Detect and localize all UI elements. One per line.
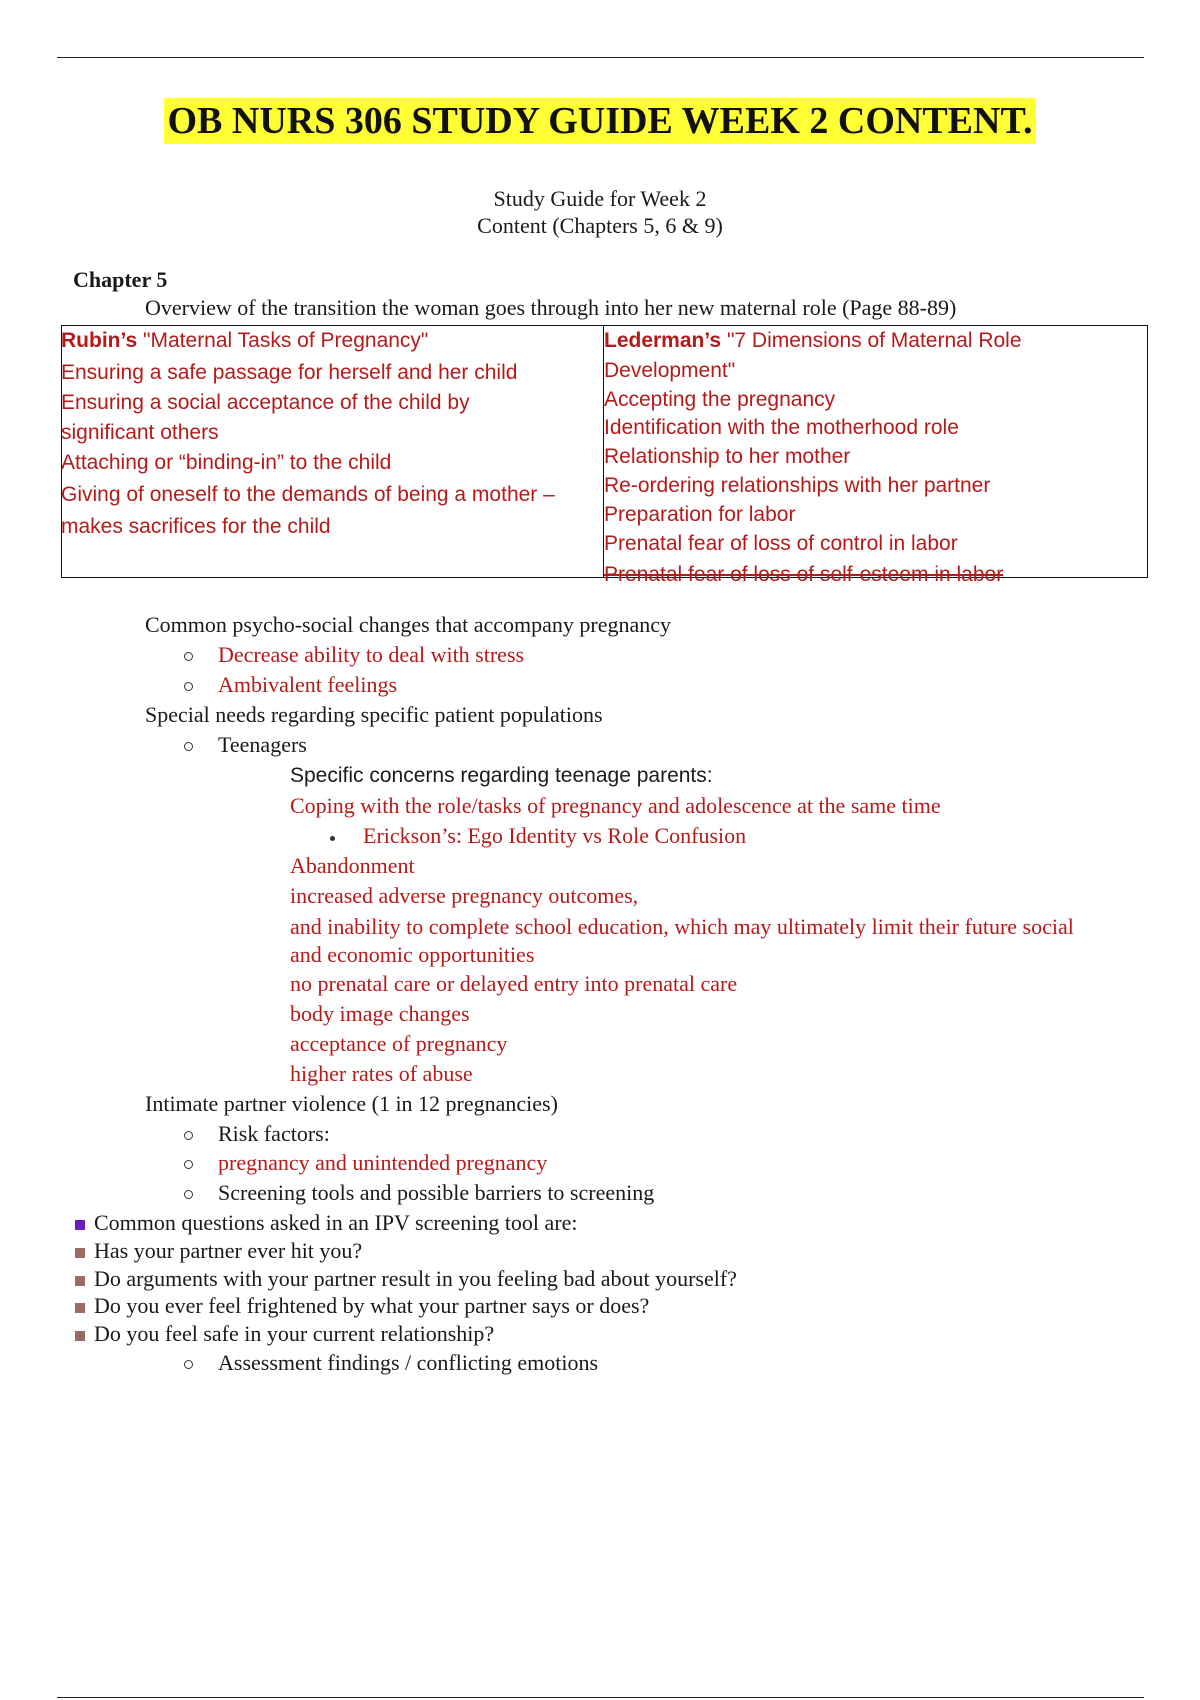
circle-bullet-icon (184, 1131, 193, 1140)
list-item: Accepting the pregnancy (604, 388, 836, 411)
list-item: Has your partner ever hit you? (94, 1238, 363, 1263)
list-item: Attaching or “binding-in” to the child (61, 451, 392, 474)
list-item: acceptance of pregnancy (290, 1031, 508, 1056)
list-item: Decrease ability to deal with stress (218, 642, 525, 667)
list-item: Coping with the role/tasks of pregnancy and adolescence at the same time (290, 793, 941, 818)
list-item: Screening tools and possible barriers to screening (218, 1180, 655, 1205)
subtitle-line-2: Content (Chapters 5, 6 & 9) (477, 213, 723, 238)
circle-bullet-icon (184, 682, 193, 691)
list-item: Teenagers (218, 732, 307, 757)
list-item: makes sacrifices for the child (61, 515, 331, 538)
list-item: pregnancy and unintended pregnancy (218, 1150, 548, 1175)
subtitle-line-1: Study Guide for Week 2 (493, 186, 707, 211)
list-item: Identification with the motherhood role (604, 416, 959, 439)
lederman-heading-line-2: Development" (604, 359, 736, 382)
list-item: Abandonment (290, 853, 415, 878)
square-bullet-icon (75, 1276, 85, 1286)
lederman-heading: Lederman’s "7 Dimensions of Maternal Role (604, 329, 1022, 352)
list-item: Giving of oneself to the demands of being a mother – (61, 483, 555, 506)
list-item: Preparation for labor (604, 503, 796, 526)
list-item: Assessment findings / conflicting emotions (218, 1350, 599, 1375)
circle-bullet-icon (184, 1190, 193, 1199)
list-item: higher rates of abuse (290, 1061, 473, 1086)
square-bullet-icon (75, 1220, 85, 1230)
rubin-heading: Rubin’s "Maternal Tasks of Pregnancy" (61, 329, 429, 352)
list-item: Relationship to her mother (604, 445, 851, 468)
list-item: and economic opportunities (290, 942, 535, 967)
list-item: Common questions asked in an IPV screening tool are: (94, 1210, 578, 1235)
teen-concerns-heading: Specific concerns regarding teenage parents: (290, 764, 713, 787)
square-bullet-icon (75, 1331, 85, 1341)
bullet-dot-icon (330, 836, 335, 841)
list-item: Erickson’s: Ego Identity vs Role Confusion (363, 823, 747, 848)
list-item: significant others (61, 421, 219, 444)
circle-bullet-icon (184, 742, 193, 751)
list-item: no prenatal care or delayed entry into prenatal care (290, 971, 738, 996)
document-title: OB NURS 306 STUDY GUIDE WEEK 2 CONTENT. (164, 98, 1035, 144)
list-item: and inability to complete school education, which may ultimately limit their future social (290, 914, 1074, 939)
special-needs-heading: Special needs regarding specific patient populations (145, 702, 603, 727)
ipv-heading: Intimate partner violence (1 in 12 pregnancies) (145, 1091, 558, 1116)
list-item: Do you feel safe in your current relationship? (94, 1321, 495, 1346)
circle-bullet-icon (184, 1160, 193, 1169)
circle-bullet-icon (184, 1360, 193, 1369)
list-item: Ensuring a social acceptance of the child by (61, 391, 470, 414)
top-rule (57, 57, 1144, 58)
chapter-heading: Chapter 5 (73, 267, 168, 292)
psychosocial-heading: Common psycho-social changes that accompany pregnancy (145, 612, 672, 637)
list-item: Prenatal fear of loss of control in labor (604, 532, 958, 555)
list-item: Do you ever feel frightened by what your partner says or does? (94, 1293, 650, 1318)
list-item: Re-ordering relationships with her partner (604, 474, 991, 497)
list-item: body image changes (290, 1001, 470, 1026)
square-bullet-icon (75, 1248, 85, 1258)
list-item: Do arguments with your partner result in you feeling bad about yourself? (94, 1266, 737, 1291)
list-item: Ambivalent feelings (218, 672, 398, 697)
maternal-role-table (61, 325, 1148, 586)
overview-text: Overview of the transition the woman goes through into her new maternal role (Page 88-89) (145, 295, 957, 320)
list-item: Risk factors: (218, 1121, 330, 1146)
list-item: increased adverse pregnancy outcomes, (290, 883, 639, 908)
list-item: Ensuring a safe passage for herself and her child (61, 361, 518, 384)
bottom-rule (57, 1697, 1144, 1698)
circle-bullet-icon (184, 652, 193, 661)
square-bullet-icon (75, 1303, 85, 1313)
list-item: Prenatal fear of loss of self-esteem in labor (604, 563, 1004, 586)
